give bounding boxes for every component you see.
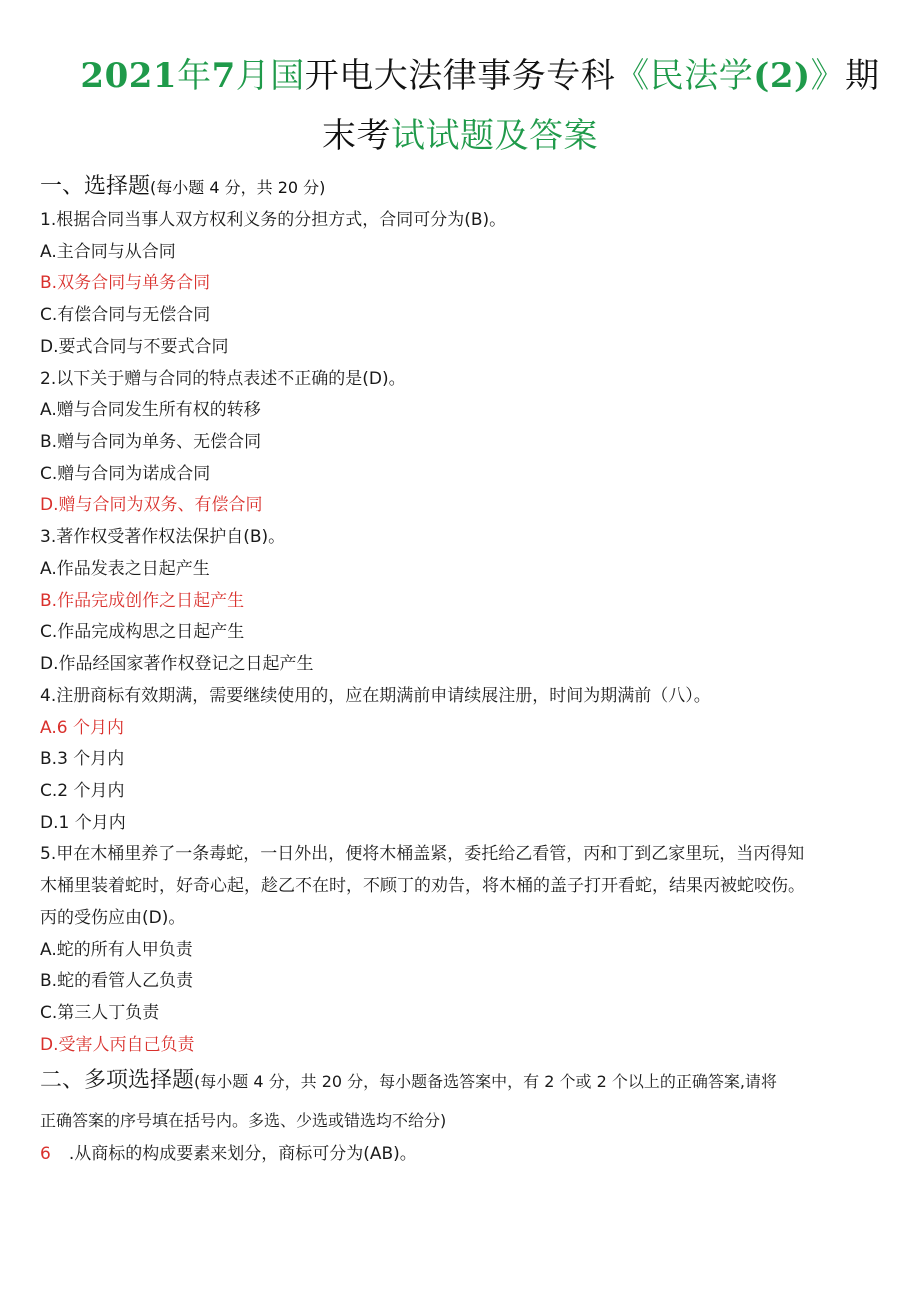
- question-5-option-b: B.蛇的看管人乙负责: [40, 971, 194, 991]
- question-1-option-a: A.主合同与从合同: [40, 242, 176, 262]
- question-5-option-a: A.蛇的所有人甲负责: [40, 940, 193, 960]
- question-6-stem: .从商标的构成要素来划分，商标可分为(AB)。: [68, 1144, 417, 1164]
- title-school: 开电大法律事务专科: [304, 56, 616, 96]
- question-4-stem: 4.注册商标有效期满，需要继续使用的，应在期满前申请续展注册，时间为期满前（八）。: [40, 686, 711, 706]
- section-1-title: 一、选择题: [40, 174, 151, 199]
- question-3-option-b-answer: B.作品完成创作之日起产生: [40, 591, 245, 611]
- question-4-option-a-answer: A.6 个月内: [40, 718, 124, 738]
- title-course-num: (2): [753, 56, 811, 96]
- question-1-stem: 1.根据合同当事人双方权利义务的分担方式，合同可分为(B)。: [40, 210, 507, 230]
- question-2-option-a: A.赠与合同发生所有权的转移: [40, 400, 261, 420]
- question-4-option-b: B.3 个月内: [40, 749, 125, 769]
- section-2-note-line-1: (每小题 4 分，共 20 分，每小题备选答案中，有 2 个或 2 个以上的正确答案,请将: [194, 1072, 777, 1091]
- question-2-option-b: B.赠与合同为单务、无偿合同: [40, 432, 262, 452]
- title-line-1: [20, 56, 920, 96]
- section-1-note: (每小题 4 分，共 20 分): [150, 178, 326, 197]
- question-2-option-c: C.赠与合同为诺成合同: [40, 464, 211, 484]
- section-2-note-line-2: 正确答案的序号填在括号内。多选、少选或错选均不给分): [40, 1111, 447, 1130]
- title-course: 《民法学: [615, 56, 754, 96]
- question-5-stem-line-1: 5.甲在木桶里养了一条毒蛇，一日外出，便将木桶盖紧，委托给乙看管，丙和丁到乙家里玩，当丙得知: [40, 844, 805, 864]
- title-answers: 试试题及答案: [391, 116, 598, 156]
- title-year: 2021: [80, 56, 178, 96]
- question-2-stem: 2.以下关于赠与合同的特点表述不正确的是(D)。: [40, 369, 406, 389]
- title-month: 7: [211, 56, 236, 96]
- section-2-heading: [40, 1070, 777, 1093]
- question-1-option-c: C.有偿合同与无偿合同: [40, 305, 211, 325]
- question-1-option-b-answer: B.双务合同与单务合同: [40, 273, 211, 293]
- question-3-option-a: A.作品发表之日起产生: [40, 559, 210, 579]
- question-5-option-c: C.第三人丁负责: [40, 1003, 160, 1023]
- question-5-stem-line-2: 木桶里装着蛇时，好奇心起，趁乙不在时，不顾丁的劝告，将木桶的盖子打开看蛇，结果丙被蛇咬伤。: [40, 876, 805, 896]
- question-3-stem: 3.著作权受著作权法保护自(B)。: [40, 527, 286, 547]
- title-exam: 末考: [322, 116, 391, 156]
- title-month-unit: 月国: [235, 56, 305, 96]
- section-2-title: 二、多项选择题: [40, 1068, 195, 1093]
- title-line-2: [0, 116, 920, 156]
- question-6-number: 6: [40, 1144, 51, 1164]
- question-4-option-c: C.2 个月内: [40, 781, 125, 801]
- section-1-heading: [40, 173, 325, 202]
- title-term: 期: [845, 56, 880, 96]
- title-year-unit: 年: [177, 56, 212, 96]
- question-5-option-d-answer: D.受害人丙自己负责: [40, 1035, 195, 1055]
- question-3-option-d: D.作品经国家著作权登记之日起产生: [40, 654, 314, 674]
- question-5-stem-line-3: 丙的受伤应由(D)。: [40, 908, 186, 928]
- question-6: [40, 1143, 417, 1165]
- question-3-option-c: C.作品完成构思之日起产生: [40, 622, 245, 642]
- title-course-close: 》: [810, 56, 846, 96]
- question-4-option-d: D.1 个月内: [40, 813, 126, 833]
- question-1-option-d: D.要式合同与不要式合同: [40, 337, 229, 357]
- question-2-option-d-answer: D.赠与合同为双务、有偿合同: [40, 495, 263, 515]
